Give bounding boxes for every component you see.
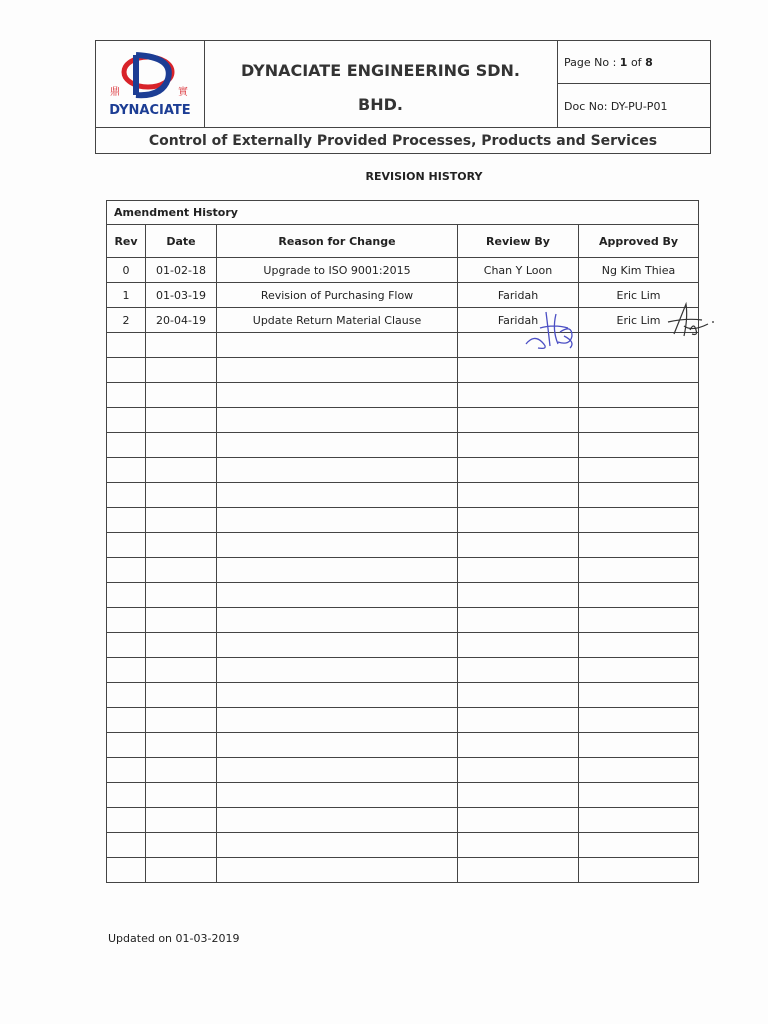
cell-date: 01-03-19 — [146, 283, 217, 308]
empty-cell — [107, 433, 146, 458]
empty-row — [107, 633, 699, 658]
page-current: 1 — [619, 56, 628, 69]
empty-cell — [146, 833, 217, 858]
empty-cell — [458, 483, 579, 508]
empty-row — [107, 558, 699, 583]
empty-cell — [579, 633, 699, 658]
empty-cell — [579, 733, 699, 758]
empty-cell — [107, 583, 146, 608]
empty-cell — [107, 758, 146, 783]
empty-cell — [458, 783, 579, 808]
doc-number-cell — [557, 84, 710, 127]
empty-cell — [107, 558, 146, 583]
empty-cell — [146, 758, 217, 783]
empty-cell — [458, 733, 579, 758]
signature-reviewer — [520, 306, 582, 352]
empty-cell — [217, 808, 458, 833]
empty-cell — [146, 358, 217, 383]
col-header-date: Date — [146, 225, 217, 258]
empty-cell — [458, 508, 579, 533]
empty-cell — [458, 383, 579, 408]
empty-cell — [217, 633, 458, 658]
empty-row — [107, 533, 699, 558]
amendment-rows — [107, 258, 699, 883]
empty-cell — [579, 833, 699, 858]
empty-cell — [579, 608, 699, 633]
empty-cell — [146, 533, 217, 558]
empty-row — [107, 483, 699, 508]
empty-cell — [458, 633, 579, 658]
empty-cell — [146, 733, 217, 758]
empty-cell — [107, 633, 146, 658]
empty-cell — [579, 783, 699, 808]
document-title: Control of Externally Provided Processes, Products and Services — [96, 127, 710, 153]
empty-cell — [217, 708, 458, 733]
empty-cell — [146, 708, 217, 733]
empty-cell — [146, 783, 217, 808]
cell-date: 20-04-19 — [146, 308, 217, 333]
empty-cell — [579, 508, 699, 533]
empty-cell — [458, 533, 579, 558]
cell-reason: Revision of Purchasing Flow — [217, 283, 458, 308]
empty-row — [107, 858, 699, 883]
cell-review: Faridah — [458, 308, 579, 333]
company-logo — [96, 41, 204, 127]
empty-row — [107, 808, 699, 833]
empty-row — [107, 408, 699, 433]
empty-row — [107, 683, 699, 708]
empty-cell — [217, 458, 458, 483]
empty-cell — [458, 408, 579, 433]
cell-rev: 2 — [107, 308, 146, 333]
empty-cell — [579, 408, 699, 433]
empty-cell — [579, 758, 699, 783]
empty-cell — [579, 808, 699, 833]
company-name-line1: DYNACIATE ENGINEERING SDN. — [240, 61, 521, 80]
cell-date: 01-02-18 — [146, 258, 217, 283]
empty-row — [107, 458, 699, 483]
empty-cell — [107, 458, 146, 483]
empty-cell — [217, 533, 458, 558]
cell-reason: Upgrade to ISO 9001:2015 — [217, 258, 458, 283]
empty-row — [107, 608, 699, 633]
empty-cell — [107, 683, 146, 708]
empty-cell — [146, 333, 217, 358]
empty-cell — [107, 708, 146, 733]
empty-cell — [107, 733, 146, 758]
empty-cell — [107, 483, 146, 508]
company-name-line2: BHD. — [358, 95, 403, 114]
logo-cell — [96, 41, 205, 127]
empty-row — [107, 733, 699, 758]
cell-rev: 0 — [107, 258, 146, 283]
page-number-cell — [557, 41, 710, 84]
empty-row — [107, 833, 699, 858]
empty-cell — [217, 583, 458, 608]
empty-cell — [579, 458, 699, 483]
empty-cell — [146, 808, 217, 833]
cell-reason: Update Return Material Clause — [217, 308, 458, 333]
col-header-approved: Approved By — [579, 225, 699, 258]
empty-cell — [146, 458, 217, 483]
empty-cell — [217, 833, 458, 858]
empty-cell — [217, 783, 458, 808]
empty-row — [107, 433, 699, 458]
page-total: 8 — [645, 56, 653, 69]
empty-cell — [579, 383, 699, 408]
table-row — [107, 308, 699, 333]
empty-cell — [217, 508, 458, 533]
empty-cell — [579, 683, 699, 708]
empty-cell — [107, 608, 146, 633]
updated-date: Updated on 01-03-2019 — [108, 932, 240, 945]
empty-cell — [146, 633, 217, 658]
logo-char-left: 鼎 — [110, 87, 120, 98]
empty-cell — [579, 433, 699, 458]
empty-cell — [217, 858, 458, 883]
cell-review: Chan Y Loon — [458, 258, 579, 283]
doc-number: Doc No: DY-PU-P01 — [564, 100, 668, 113]
empty-cell — [458, 658, 579, 683]
cell-approved: Ng Kim Thiea — [579, 258, 699, 283]
table-row — [107, 283, 699, 308]
empty-cell — [458, 433, 579, 458]
empty-cell — [458, 833, 579, 858]
empty-cell — [107, 358, 146, 383]
empty-cell — [107, 508, 146, 533]
empty-row — [107, 333, 699, 358]
empty-cell — [146, 483, 217, 508]
empty-cell — [458, 708, 579, 733]
empty-cell — [217, 333, 458, 358]
table-row — [107, 258, 699, 283]
empty-cell — [107, 383, 146, 408]
company-name-cell — [204, 41, 558, 127]
amendment-history-table — [106, 200, 699, 883]
empty-cell — [579, 858, 699, 883]
empty-cell — [107, 783, 146, 808]
logo-char-right: 實 — [178, 87, 188, 98]
revision-history-heading: REVISION HISTORY — [365, 170, 483, 183]
empty-row — [107, 708, 699, 733]
empty-cell — [458, 358, 579, 383]
empty-row — [107, 658, 699, 683]
empty-cell — [217, 383, 458, 408]
empty-cell — [217, 683, 458, 708]
empty-cell — [579, 658, 699, 683]
empty-cell — [146, 558, 217, 583]
col-header-review: Review By — [458, 225, 579, 258]
empty-cell — [217, 758, 458, 783]
empty-row — [107, 508, 699, 533]
empty-cell — [146, 583, 217, 608]
col-header-rev: Rev — [107, 225, 146, 258]
empty-row — [107, 783, 699, 808]
empty-cell — [107, 333, 146, 358]
empty-row — [107, 383, 699, 408]
empty-cell — [107, 808, 146, 833]
empty-cell — [146, 683, 217, 708]
empty-cell — [146, 608, 217, 633]
cell-rev: 1 — [107, 283, 146, 308]
empty-cell — [217, 658, 458, 683]
empty-row — [107, 758, 699, 783]
empty-cell — [146, 383, 217, 408]
empty-cell — [217, 608, 458, 633]
empty-cell — [458, 683, 579, 708]
page-of: of — [627, 56, 646, 69]
empty-cell — [579, 533, 699, 558]
cell-approved: Eric Lim — [579, 283, 699, 308]
empty-cell — [579, 708, 699, 733]
logo-wordmark: DYNACIATE — [109, 103, 191, 118]
header-row — [107, 225, 699, 258]
empty-cell — [146, 858, 217, 883]
empty-cell — [579, 583, 699, 608]
empty-cell — [217, 733, 458, 758]
empty-cell — [458, 858, 579, 883]
empty-cell — [146, 658, 217, 683]
empty-cell — [107, 533, 146, 558]
page-number-label: Page No : — [564, 56, 620, 69]
cell-review: Faridah — [458, 283, 579, 308]
empty-cell — [107, 833, 146, 858]
cell-approved: Eric Lim — [579, 308, 699, 333]
empty-cell — [217, 558, 458, 583]
empty-cell — [579, 558, 699, 583]
empty-row — [107, 358, 699, 383]
amendment-title: Amendment History — [107, 201, 699, 225]
empty-cell — [217, 358, 458, 383]
signature-approver — [664, 300, 720, 342]
empty-cell — [217, 408, 458, 433]
empty-cell — [458, 758, 579, 783]
empty-cell — [579, 358, 699, 383]
empty-cell — [107, 408, 146, 433]
empty-cell — [458, 458, 579, 483]
empty-cell — [579, 483, 699, 508]
empty-cell — [458, 558, 579, 583]
empty-cell — [146, 408, 217, 433]
empty-row — [107, 583, 699, 608]
empty-cell — [146, 508, 217, 533]
empty-cell — [217, 483, 458, 508]
empty-cell — [107, 858, 146, 883]
empty-cell — [458, 608, 579, 633]
document-header — [95, 40, 711, 154]
col-header-reason: Reason for Change — [217, 225, 458, 258]
empty-cell — [458, 583, 579, 608]
empty-cell — [107, 658, 146, 683]
empty-cell — [217, 433, 458, 458]
amendment-title-row — [107, 201, 699, 225]
empty-cell — [458, 808, 579, 833]
empty-cell — [146, 433, 217, 458]
